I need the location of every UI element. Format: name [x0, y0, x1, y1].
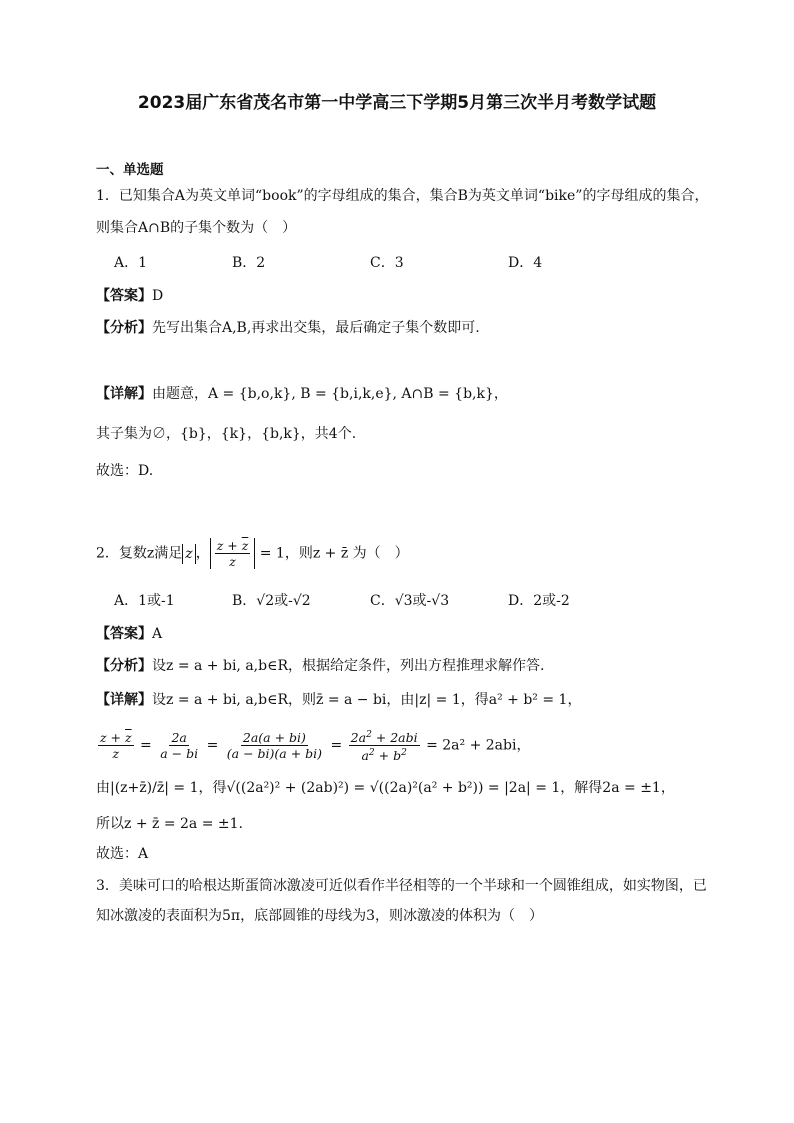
answer-tag: 【答案】 — [96, 626, 152, 642]
q2-abs-z: z — [182, 544, 195, 564]
q2-stem-mid: ， — [195, 545, 210, 562]
q1-stem-line2: 则集合A∩B的子集个数为（ ） — [96, 220, 297, 236]
q1-option-a: A．1 — [114, 255, 148, 271]
q2-detail-line2: $\frac{z + \overline{z}}{z}$ = $\frac{2a}{a - bi}$ = $\frac{2a(a + bi)}{(a - bi)(a + bi)}$ = $\frac{2a^2 + 2abi}{a^2 + b^2}$ = 2a² + 2abi， — [100, 730, 531, 764]
detail-text: 由题意，A = {b,o,k}, B = {b,i,k,e}, A∩B = {b,k}， — [152, 386, 508, 402]
q2-answer — [96, 624, 162, 644]
document-title: 2023届广东省茂名市第一中学高三下学期5月第三次半月考数学试题 — [137, 93, 657, 113]
q2-option-c: C．√3或-√3 — [370, 593, 450, 609]
q2-option-d: D．2或-2 — [508, 593, 570, 609]
answer-value: A — [152, 626, 163, 642]
analysis-text: 设z = a + bi, a,b∈R，根据给定条件，列出方程推理求解作答. — [152, 658, 545, 674]
analysis-tag: 【分析】 — [96, 658, 152, 674]
q1-detail-line2: 其子集为∅，{b}，{k}，{b,k}，共4个. — [96, 426, 357, 442]
answer-value: D — [152, 288, 164, 304]
q2-stem-suffix: = 1，则z + z̄ 为（ ） — [255, 545, 409, 562]
q2-option-b: B．√2或-√2 — [232, 593, 311, 609]
q2-option-a: A．1或-1 — [114, 593, 175, 609]
q3-stem-line1: 3．美味可口的哈根达斯蛋筒冰激凌可近似看作半径相等的一个半球和一个圆锥组成，如实物图，已 — [96, 878, 707, 894]
detail-tag: 【详解】 — [96, 692, 152, 708]
detail-text: 设z = a + bi, a,b∈R，则z̄ = a − bi，由|z| = 1，得a² + b² = 1， — [152, 692, 582, 708]
q3-stem-line2: 知冰激凌的表面积为5π，底部圆锥的母线为3，则冰激凌的体积为（ ） — [96, 908, 544, 924]
analysis-tag: 【分析】 — [96, 320, 152, 336]
frac-2: $\frac{2a}{a - bi}$ — [160, 730, 199, 762]
q1-option-b: B．2 — [232, 255, 266, 271]
q1-stem-line1: 1．已知集合A为英文单词“book”的字母组成的集合，集合B为英文单词“bike”的字母组成的集合， — [96, 188, 709, 204]
q2-detail-line4: 所以z + z̄ = 2a = ±1. — [96, 816, 243, 832]
q2-detail-line3: 由|(z+z̄)/z̄| = 1，得√((2a²)² + (2ab)²) = √((2a)²(a² + b²)) = |2a| = 1，解得2a = ±1， — [96, 780, 675, 796]
analysis-text: 先写出集合A,B,再求出交集，最后确定子集个数即可. — [152, 320, 480, 336]
q2-detail-line1 — [96, 690, 581, 710]
q1-answer — [96, 286, 163, 306]
frac-1: $\frac{z + \overline{z}}{z}$ — [100, 730, 132, 762]
q2-conclusion: 故选：A — [96, 846, 149, 862]
q1-analysis — [96, 318, 480, 338]
frac-3: $\frac{2a(a + bi)}{(a - bi)(a + bi)}$ — [226, 730, 323, 762]
q2-analysis — [96, 656, 544, 676]
q1-detail-line1 — [96, 384, 508, 404]
q2-stem — [96, 538, 409, 569]
q2-fraction: $\frac{z + \overline{z}}{z}$ — [216, 538, 249, 569]
answer-tag: 【答案】 — [96, 288, 152, 304]
q2-abs-fraction — [210, 538, 256, 569]
q2-stem-prefix: 2．复数z满足 — [96, 545, 183, 562]
frac-4: $\frac{2a^2 + 2abi}{a^2 + b^2}$ — [350, 730, 418, 764]
detail-tag: 【详解】 — [96, 386, 152, 402]
section-heading: 一、单选题 — [96, 162, 164, 178]
detail-line2-tail: = 2a² + 2abi， — [421, 737, 531, 754]
q1-conclusion: 故选：D. — [96, 463, 154, 479]
q1-option-d: D．4 — [508, 255, 543, 271]
q1-option-c: C．3 — [370, 255, 404, 271]
